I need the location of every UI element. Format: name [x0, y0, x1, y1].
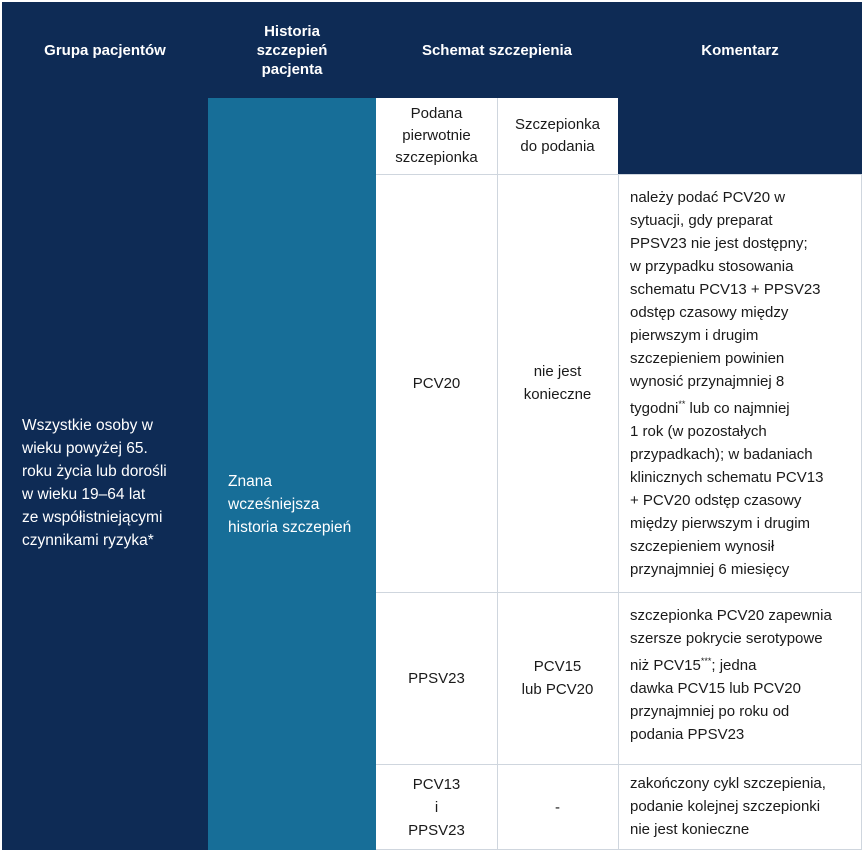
comment-line: szczepieniem wynosił: [630, 538, 775, 555]
comment-line-with-footnote: [630, 650, 862, 677]
row2-todo-line: lub PCV20: [521, 681, 594, 698]
comment-line: podania PPSV23: [630, 726, 745, 743]
row2-given: [376, 592, 497, 764]
divider: [376, 592, 862, 593]
patient-group-line: Wszystkie osoby w: [22, 417, 153, 434]
footnote-marker: **: [678, 399, 686, 409]
subheader-given: [376, 98, 497, 174]
comment-subheader-filler: [618, 98, 862, 174]
divider: [497, 98, 498, 850]
comment-line: 1 rok (w pozostałych: [630, 423, 767, 440]
row3-given-line: PCV13: [412, 775, 461, 793]
comment-text: niż PCV15: [630, 657, 701, 674]
comment-line: odstęp czasowy między: [630, 304, 789, 321]
row1-todo: [497, 174, 618, 592]
row3-todo: [497, 764, 618, 850]
comment-line: sytuacji, gdy preparat: [630, 212, 773, 229]
comment-text: tygodni: [630, 400, 679, 417]
patient-group-cell: [2, 98, 208, 850]
header-history-line: Historia: [264, 22, 320, 40]
divider: [376, 849, 862, 850]
row2-comment: [618, 592, 862, 764]
comment-line: schematu PCV13 + PPSV23: [630, 281, 821, 298]
comment-line: w przypadku stosowania: [630, 258, 794, 275]
subheader-given-line: szczepionka: [395, 149, 478, 166]
patient-group-line: ze współistniejącymi: [22, 509, 163, 526]
row3-comment: [618, 764, 862, 850]
patient-group-line: roku życia lub dorośli: [22, 463, 167, 480]
subheader-todo: [497, 98, 618, 174]
comment-line: szczepionka PCV20 zapewnia: [630, 607, 832, 624]
comment-line: wynosić przynajmniej 8: [630, 373, 785, 390]
header-history-line: pacjenta: [261, 60, 323, 78]
row1-todo-line: nie jest: [533, 363, 582, 380]
history-cell: [208, 98, 376, 850]
divider: [618, 174, 619, 850]
divider: [376, 174, 862, 175]
header-history-line: szczepień: [256, 41, 328, 59]
comment-line: + PCV20 odstęp czasowy: [630, 492, 802, 509]
history-line: Znana: [228, 472, 272, 490]
history-line: wcześniejsza: [228, 495, 320, 513]
row2-given-text: PPSV23: [408, 669, 465, 687]
row3-given: [376, 764, 497, 850]
comment-text: ; jedna: [711, 657, 757, 674]
history-line: historia szczepień: [228, 518, 352, 536]
comment-line: przynajmniej po roku od: [630, 703, 790, 720]
row3-todo-text: -: [555, 798, 560, 816]
comment-line: należy podać PCV20 w: [630, 189, 786, 206]
comment-line: PPSV23 nie jest dostępny;: [630, 235, 808, 252]
subheader-todo-line: do podania: [520, 138, 595, 155]
comment-line: szersze pokrycie serotypowe: [630, 630, 823, 647]
comment-line: dawka PCV15 lub PCV20: [630, 680, 801, 697]
header-comment-label: Komentarz: [701, 41, 779, 59]
footnote-marker: ***: [700, 656, 712, 666]
comment-line: zakończony cykl szczepienia,: [630, 775, 826, 792]
row1-comment: [618, 174, 862, 592]
vaccination-table: [2, 2, 862, 850]
comment-line: między pierwszym i drugim: [630, 515, 811, 532]
header-schedule-label: Schemat szczepienia: [421, 41, 573, 59]
header-history: [208, 2, 376, 98]
patient-group-line: czynnikami ryzyka*: [22, 532, 154, 549]
header-patient-group-label: Grupa pacjentów: [44, 41, 166, 59]
comment-line: przypadkach); w badaniach: [630, 446, 813, 463]
comment-line: nie jest konieczne: [630, 821, 750, 838]
header-comment: [618, 2, 862, 98]
row2-todo: [497, 592, 618, 764]
row3-given-line: i: [434, 798, 439, 816]
divider: [861, 174, 862, 850]
subheader-given-line: Podana: [410, 105, 463, 122]
divider: [376, 764, 862, 765]
row1-todo-line: konieczne: [523, 386, 592, 403]
comment-line: pierwszym i drugim: [630, 327, 759, 344]
patient-group-line: w wieku 19–64 lat: [22, 486, 146, 503]
subheader-given-line: pierwotnie: [402, 127, 471, 144]
comment-line: przynajmniej 6 miesięcy: [630, 561, 790, 578]
comment-line-with-footnote: [630, 393, 862, 420]
row2-todo-line: PCV15: [533, 658, 582, 675]
comment-line: szczepieniem powinien: [630, 350, 785, 367]
comment-line: podanie kolejnej szczepionki: [630, 798, 821, 815]
subheader-todo-line: Szczepionka: [514, 116, 601, 133]
row1-given-text: PCV20: [412, 374, 461, 392]
comment-line: klinicznych schematu PCV13: [630, 469, 824, 486]
header-patient-group: [2, 2, 208, 98]
row1-given: [376, 174, 497, 592]
comment-text: lub co najmniej: [685, 400, 790, 417]
header-schedule: [376, 2, 618, 98]
patient-group-line: wieku powyżej 65.: [22, 440, 148, 457]
row3-given-line: PPSV23: [408, 821, 465, 839]
